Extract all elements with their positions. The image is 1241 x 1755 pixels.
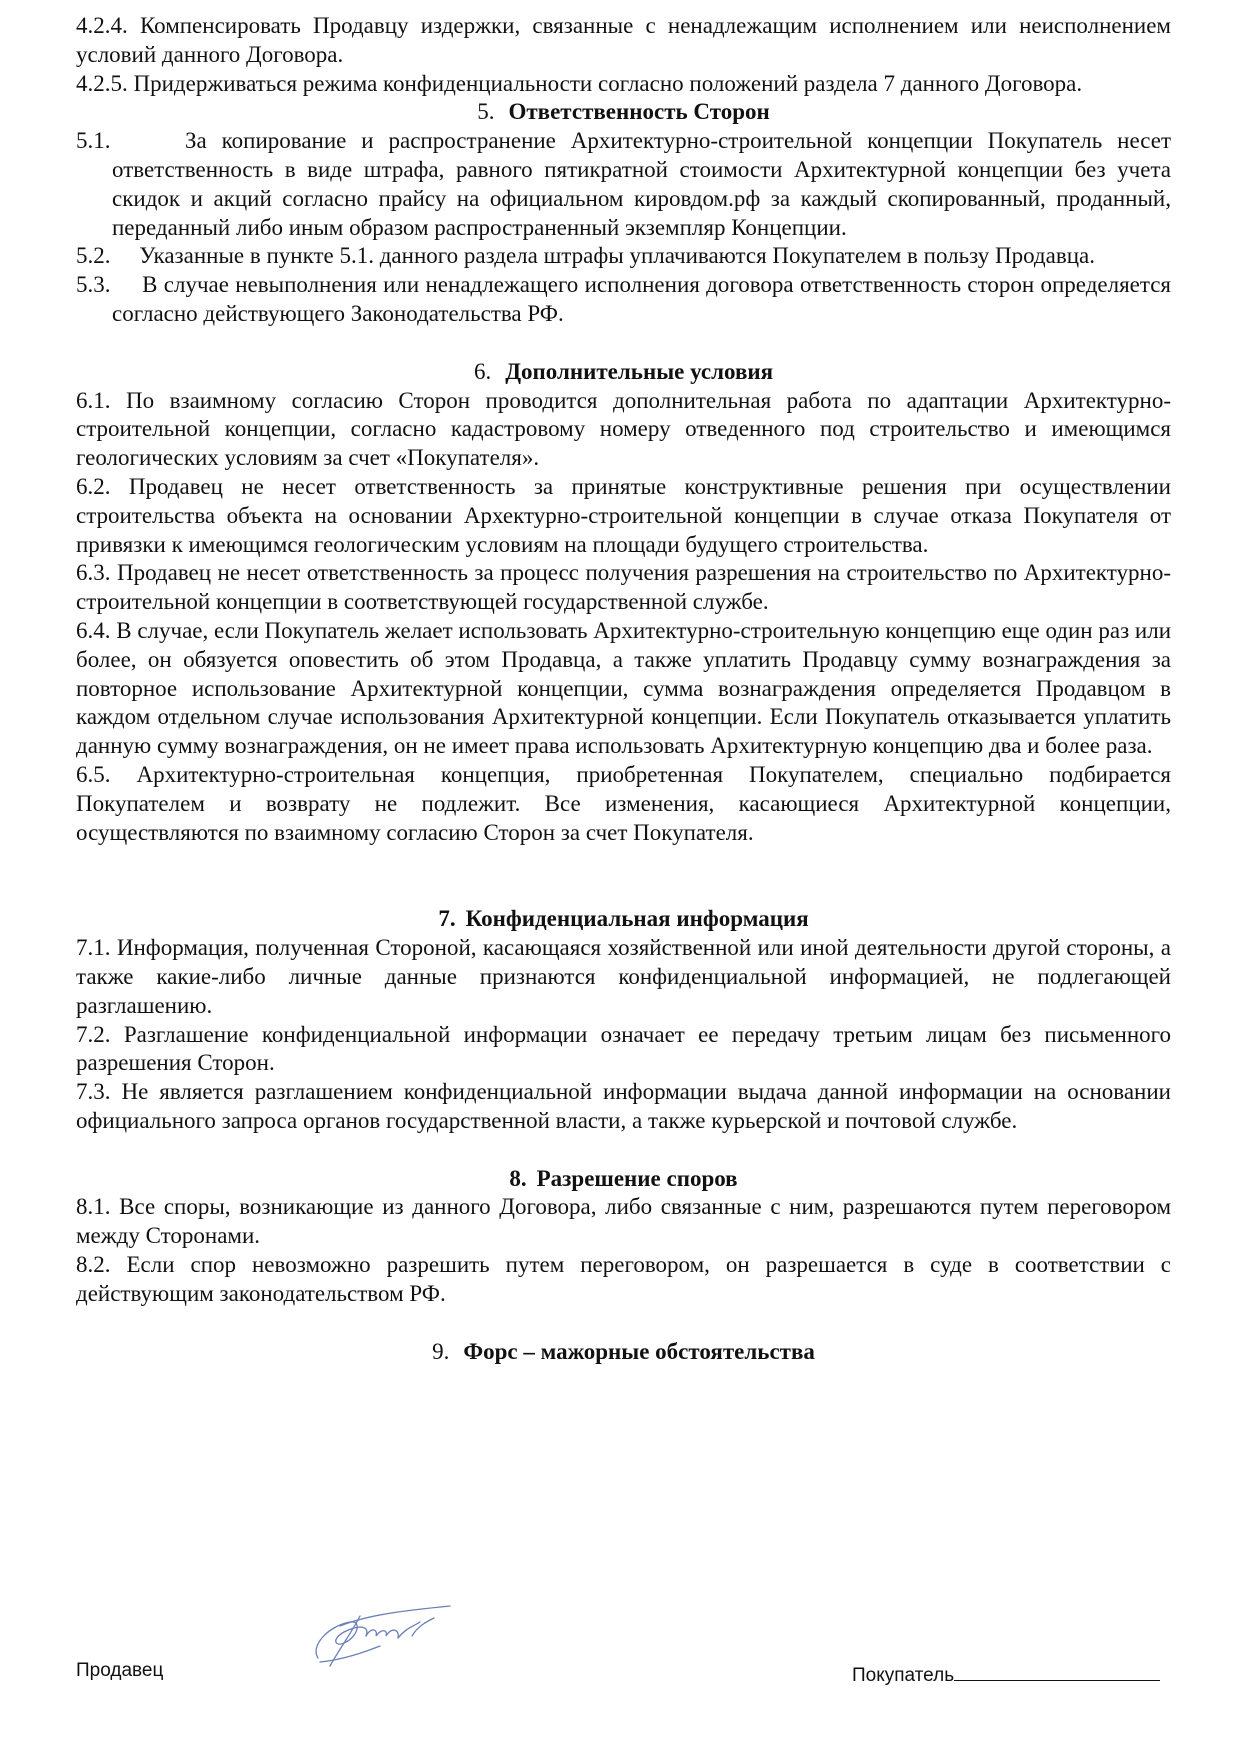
clause-text: Указанные в пункте 5.1. данного раздела штрафы уплачиваются Покупателем в пользу Продавца. — [139, 243, 1095, 269]
section-6-heading — [76, 358, 1171, 387]
clause-text: За копирование и распространение Архитектурно-строительной концепции Покупатель несет ответственность в виде штрафа, равного пятикратной стоимости Архитектурной концепции без учета скидок и акций согласно прайсу на официальном кировдом.рф за каждый скопированный, проданный, переданный либо иным образом распространенный экземпляр Концепции. — [112, 128, 1171, 240]
section-9-title: Форс – мажорные обстоятельства — [463, 1338, 815, 1364]
clause-text: В случае невыполнения или ненадлежащего исполнения договора ответственность сторон определяется согласно действующего Законодательства РФ. — [112, 272, 1171, 326]
clause-4-2-4: 4.2.4. Компенсировать Продавцу издержки, связанные с ненадлежащим исполнением или неисполнением условий данного Договора. — [76, 13, 1171, 67]
buyer-signature-field — [852, 1660, 1160, 1687]
section-8-title: Разрешение споров — [536, 1165, 738, 1191]
clause-5-2 — [76, 242, 1171, 271]
section-7-heading — [76, 905, 1171, 934]
clause-6-1: 6.1. По взаимному согласию Сторон проводится дополнительная работа по адаптации Архитектурно-строительной концепции, согласно кадастровому номеру отведенного под строительство и имеющимся геологических условиям за счет «Покупателя». — [76, 387, 1171, 471]
clause-4-2-5: 4.2.5. Придерживаться режима конфиденциальности согласно положений раздела 7 данного Договора. — [76, 70, 1083, 96]
section-7-number: 7. — [438, 906, 456, 932]
clause-6-4: 6.4. В случае, если Покупатель желает использовать Архитектурно-строительную концепцию еще один раз или более, он обязуется оповестить об этом Продавца, а также уплатить Продавцу сумму вознаграждения за повторное использование Архитектурной концепции, сумма вознаграждения определяется Продавцом в каждом отдельном случае использования Архитектурной концепции. Если Покупатель отказывается уплатить данную сумму вознаграждения, он не имеет права использовать Архитектурную концепцию два и более раза. — [76, 617, 1171, 759]
section-5-heading — [76, 98, 1171, 127]
section-6-title: Дополнительные условия — [505, 358, 774, 384]
section-8-heading — [76, 1165, 1171, 1194]
clause-5-1 — [76, 127, 1171, 242]
contract-page — [76, 12, 1171, 1366]
clause-number: 5.2. — [76, 243, 111, 269]
clause-6-2: 6.2. Продавец не несет ответственность за принятые конструктивные решения при осуществлении строительства объекта на основании Архектурно-строительной концепции в случае отказа Покупателя от привязки к имеющимся геологическим условиям на площади будущего строительства. — [76, 473, 1171, 557]
clause-6-3: 6.3. Продавец не несет ответственность за процесс получения разрешения на строительство по Архитектурно-строительной концепции в соответствующей государственной службе. — [76, 560, 1171, 615]
clause-5-3 — [76, 271, 1171, 329]
clause-8-1: 8.1. Все споры, возникающие из данного Договора, либо связанные с ним, разрешаются путем переговором между Сторонами. — [76, 1194, 1171, 1249]
clause-7-3: 7.3. Не является разглашением конфиденциальной информации выдача данной информации на основании официального запроса органов государственной власти, а также курьерской и почтовой службе. — [76, 1079, 1171, 1133]
section-9-heading — [76, 1338, 1171, 1367]
buyer-signature-line — [954, 1660, 1160, 1681]
clause-8-2: 8.2. Если спор невозможно разрешить путем переговором, он разрешается в суде в соответствии с действующим законодательством РФ. — [76, 1252, 1171, 1306]
clause-7-1: 7.1. Информация, полученная Стороной, касающаяся хозяйственной или иной деятельности другой стороны, а также какие-либо личные данные признаются конфиденциальной информацией, не подлегающей разглашению. — [76, 935, 1171, 1018]
section-5-number: 5. — [477, 99, 495, 125]
clause-7-2: 7.2. Разглашение конфиденциальной информации означает ее передачу третьим лицам без письменного разрешения Сторон. — [76, 1021, 1171, 1076]
buyer-label: Покупатель — [852, 1665, 955, 1686]
section-5-title: Ответственность Сторон — [508, 99, 770, 125]
section-7-title: Конфиденциальная информация — [465, 906, 809, 932]
signature-block — [0, 1636, 1241, 1696]
section-6-number: 6. — [473, 358, 492, 384]
clause-number: 5.3. — [76, 272, 111, 298]
seller-label: Продавец — [76, 1660, 164, 1681]
clause-6-5: 6.5. Архитектурно-строительная концепция, приобретенная Покупателем, специально подбирается Покупателем и возврату не подлежит. Все изменения, касающиеся Архитектурной концепции, осуществляются по взаимному согласию Сторон за счет Покупателя. — [76, 761, 1171, 845]
section-8-number: 8. — [509, 1165, 527, 1191]
section-9-number: 9. — [432, 1338, 450, 1364]
clause-number: 5.1. — [76, 128, 111, 154]
